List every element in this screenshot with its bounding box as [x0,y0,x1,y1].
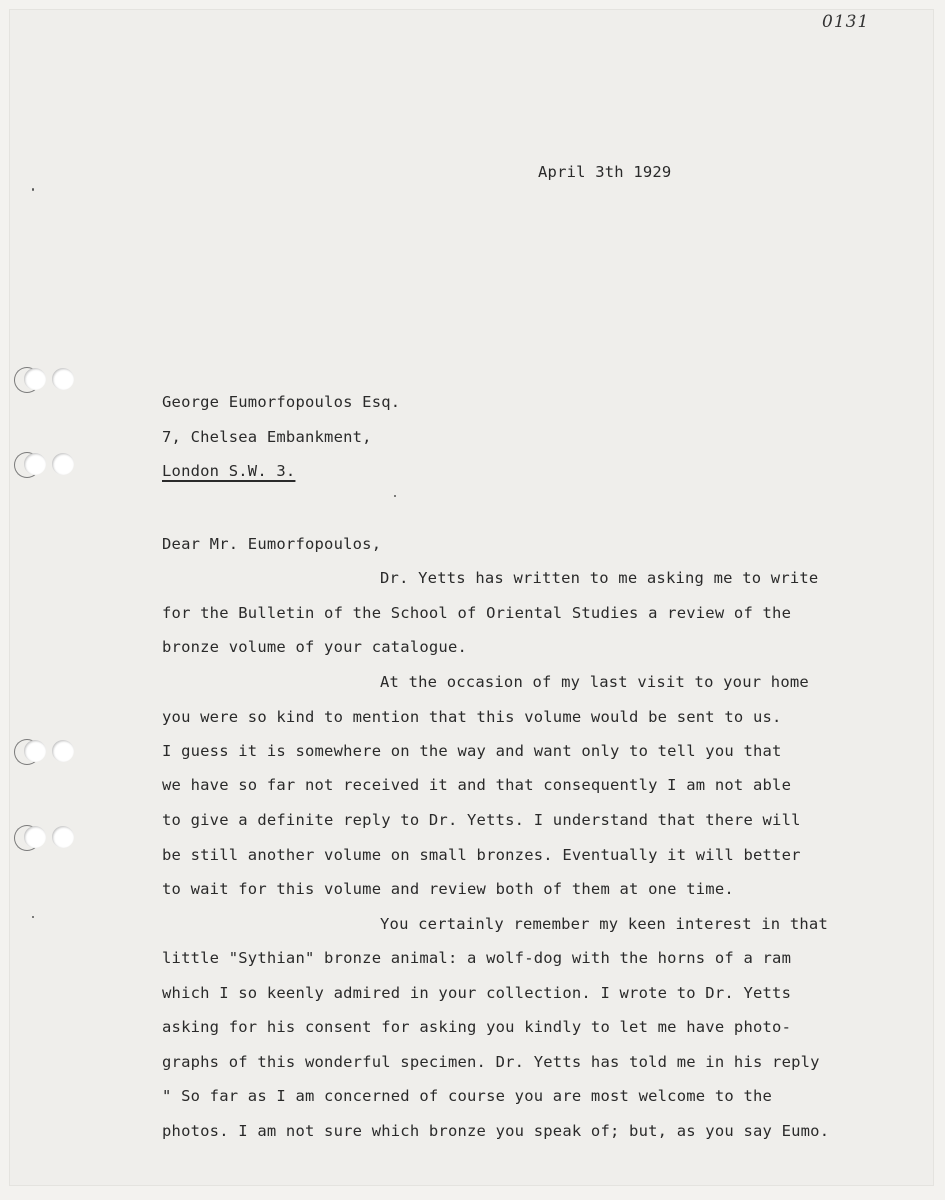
body-line: to give a definite reply to Dr. Yetts. I understand that there will [162,811,801,829]
body-line: asking for his consent for asking you kindly to let me have photo- [162,1018,792,1036]
body-line: which I so keenly admired in your collection. I wrote to Dr. Yetts [162,984,792,1002]
body-line: for the Bulletin of the School of Oriental Studies a review of the [162,604,792,622]
body-line: be still another volume on small bronzes. Eventually it will better [162,846,801,864]
body-line: little "Sythian" bronze animal: a wolf-dog with the horns of a ram [162,949,792,967]
recipient-name: George Eumorfopoulos Esq. [162,393,401,411]
body-line: you were so kind to mention that this volume would be sent to us. [162,708,782,726]
body-line: " So far as I am concerned of course you are most welcome to the [162,1087,773,1105]
recipient-street: 7, Chelsea Embankment, [162,428,372,446]
recipient-city: London S.W. 3. [162,462,296,480]
body-line: graphs of this wonderful specimen. Dr. Yetts has told me in his reply [162,1053,820,1071]
date-line: April 3th 1929 [538,163,672,181]
body-line: At the occasion of my last visit to your home [380,673,809,691]
body-line: photos. I am not sure which bronze you speak of; but, as you say Eumo. [162,1122,830,1140]
folio-number: 0131 [822,12,870,32]
body-line: You certainly remember my keen interest in that [380,915,828,933]
letter-page [10,10,933,1185]
body-line: Dr. Yetts has written to me asking me to write [380,569,819,587]
salutation: Dear Mr. Eumorfopoulos, [162,535,382,553]
body-line: I guess it is somewhere on the way and want only to tell you that [162,742,782,760]
body-line: bronze volume of your catalogue. [162,638,468,656]
body-line: to wait for this volume and review both of them at one time. [162,880,734,898]
body-line: we have so far not received it and that consequently I am not able [162,776,792,794]
